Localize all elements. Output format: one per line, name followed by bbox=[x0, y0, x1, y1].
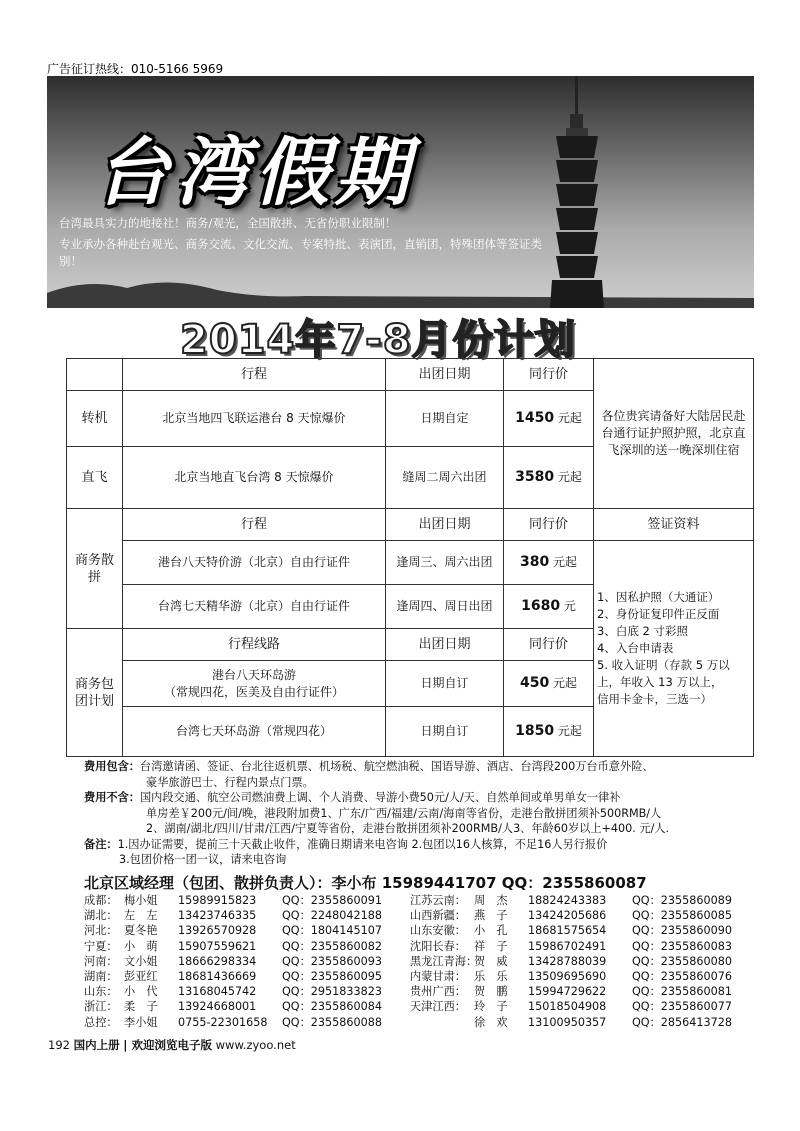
contact-qq: QQ：2355860089 bbox=[632, 894, 732, 907]
transfer-price: 1450 元起 bbox=[504, 391, 594, 447]
footer-url: www.zyoo.net bbox=[215, 1038, 296, 1052]
transfer-route: 北京当地四飞联运港台 8 天惊爆价 bbox=[123, 391, 386, 447]
contact-phone: 18666298334 bbox=[178, 954, 257, 968]
contact-row bbox=[84, 999, 382, 1014]
contact-qq: QQ：2355860090 bbox=[632, 924, 732, 938]
visa-item: 2、身份证复印件正反面 bbox=[597, 607, 720, 621]
contact-name: 贺 鹏 bbox=[474, 985, 508, 999]
group1-route: 港台八天环岛游 （常规四花，医美及自由行证件） bbox=[123, 661, 386, 707]
contact-region: 内蒙甘肃： bbox=[410, 970, 466, 984]
contact-phone: 18681575654 bbox=[528, 924, 607, 938]
contact-qq: QQ：2951833823 bbox=[282, 985, 382, 999]
direct-price: 3580 元起 bbox=[504, 447, 594, 509]
contact-qq: QQ：2248042188 bbox=[282, 909, 382, 923]
contact-region: 湖北： bbox=[84, 909, 118, 923]
contact-row bbox=[84, 908, 382, 923]
biz2-price: 1680 元 bbox=[504, 585, 594, 629]
contact-name: 燕 子 bbox=[474, 909, 508, 923]
contact-qq: QQ：1804145107 bbox=[282, 924, 382, 938]
contact-name: 彭亚红 bbox=[124, 970, 158, 984]
fee-details bbox=[84, 759, 764, 868]
biz1-route: 港台八天特价游（北京）自由行证件 bbox=[123, 541, 386, 585]
biz1-price: 380 元起 bbox=[504, 541, 594, 585]
contact-phone: 13100950357 bbox=[528, 1015, 607, 1029]
taipei-101-icon bbox=[542, 76, 612, 308]
contact-name: 小 孔 bbox=[474, 924, 508, 938]
contact-row bbox=[410, 969, 732, 984]
contact-phone: 18681436669 bbox=[178, 970, 257, 984]
group1-price: 450 元起 bbox=[504, 661, 594, 707]
contact-row bbox=[410, 939, 732, 954]
biz1-date: 逢周三、周六出团 bbox=[386, 541, 504, 585]
group2-route: 台湾七天环岛游（常规四花） bbox=[123, 707, 386, 757]
contact-region: 浙江： bbox=[84, 1000, 118, 1014]
group-header-itinerary: 行程线路 bbox=[123, 629, 386, 661]
contact-region: 宁夏： bbox=[84, 939, 118, 953]
plan-title: 2014年7-8月份计划 bbox=[180, 317, 576, 363]
contact-phone: 13424205686 bbox=[528, 909, 607, 923]
row-label-transfer: 转机 bbox=[67, 391, 123, 447]
contact-phone: 15989915823 bbox=[178, 894, 257, 907]
contact-name: 周 杰 bbox=[474, 894, 508, 907]
header-itinerary: 行程 bbox=[123, 359, 386, 391]
fees-excluded: 国内段交通、航空公司燃油费上调、个人消费、导游小费50元/人/天、自然单间或单男单女一律补 bbox=[139, 791, 621, 804]
fees-included-label: 费用包含： bbox=[84, 760, 140, 773]
contact-qq: QQ：2355860093 bbox=[282, 954, 382, 968]
contact-region: 山西新疆： bbox=[410, 909, 466, 923]
regional-manager: 北京区域经理（包团、散拼负责人）：李小布 15989441707 QQ：2355860087 bbox=[84, 874, 647, 892]
contact-name: 柔 子 bbox=[124, 1000, 158, 1014]
banner-title: 台湾假期 bbox=[95, 130, 415, 216]
contact-row bbox=[410, 923, 732, 938]
banner-services: 专业承办各种赴台观光、商务交流、文化交流、专案特批、表演团，直销团，特殊团体等签证类别！ bbox=[59, 237, 542, 268]
contact-phone: 15907559621 bbox=[178, 939, 257, 953]
visa-requirements bbox=[594, 541, 754, 757]
contact-phone: 15986702491 bbox=[528, 939, 607, 953]
visa-item: 3、白底 2 寸彩照 bbox=[597, 624, 688, 638]
contact-name: 徐 欢 bbox=[474, 1015, 508, 1029]
contact-phone: 15018504908 bbox=[528, 1000, 607, 1014]
group-header-price: 同行价 bbox=[504, 629, 594, 661]
contact-row bbox=[410, 999, 732, 1014]
contact-qq: QQ：2355860095 bbox=[282, 970, 382, 984]
contact-region: 沈阳长春： bbox=[410, 939, 466, 953]
biz-header-price: 同行价 bbox=[504, 509, 594, 541]
contact-region: 贵州广西： bbox=[410, 985, 466, 999]
contact-row bbox=[410, 954, 732, 969]
contact-phone: 13926570928 bbox=[178, 924, 257, 938]
contact-name: 文小姐 bbox=[124, 954, 158, 968]
contact-name: 乐 乐 bbox=[474, 970, 508, 984]
transfer-date: 日期自定 bbox=[386, 391, 504, 447]
contact-name: 玲 子 bbox=[474, 1000, 508, 1014]
fees-excluded-cont2: 2、湖南/湖北/四川/甘肃/江西/宁夏等省份，走港台散拼团须补200RMB/人3、年龄60岁以上+400. 元/人. bbox=[146, 822, 670, 835]
contact-name: 小 代 bbox=[124, 985, 158, 999]
contact-row bbox=[84, 923, 382, 938]
contact-region: 山东安徽： bbox=[410, 924, 466, 938]
row-label-group: 商务包团计划 bbox=[67, 629, 123, 757]
contact-region: 江苏云南： bbox=[410, 894, 466, 907]
contact-row bbox=[84, 893, 382, 908]
biz-header-date: 出团日期 bbox=[386, 509, 504, 541]
contact-row bbox=[410, 984, 732, 999]
contact-row bbox=[410, 893, 732, 908]
contact-name: 小 萌 bbox=[124, 939, 158, 953]
contact-qq: QQ：2355860088 bbox=[282, 1015, 382, 1029]
contact-name: 李小姐 bbox=[124, 1015, 158, 1029]
contact-row bbox=[84, 1015, 382, 1030]
contact-row bbox=[410, 1015, 732, 1030]
fees-included: 台湾邀请函、签证、台北往返机票、机场税、航空燃油税、国语导游、酒店、台湾段200万台币意外险、 bbox=[139, 760, 654, 773]
contact-qq: QQ：2355860076 bbox=[632, 970, 732, 984]
contact-row bbox=[410, 908, 732, 923]
contact-region: 黑龙江青海： bbox=[410, 954, 478, 968]
contact-region bbox=[410, 1015, 474, 1030]
section-name: 国内上册 bbox=[73, 1038, 120, 1052]
contact-region: 天津江西： bbox=[410, 1000, 466, 1014]
contact-qq: QQ：2355860082 bbox=[282, 939, 382, 953]
banner bbox=[47, 76, 754, 308]
row-label-business: 商务散拼 bbox=[67, 509, 123, 629]
contact-phone: 18824243383 bbox=[528, 894, 607, 907]
contact-region: 成都： bbox=[84, 894, 118, 907]
contact-row bbox=[84, 984, 382, 999]
fees-excluded-cont: 单房差￥200元/间/晚，港段附加费1、广东/广西/福建/云南/海南等省份，走港台散拼团须补500RMB/人 bbox=[146, 806, 662, 820]
contact-name: 梅小姐 bbox=[124, 894, 158, 907]
contact-qq: QQ：2355860084 bbox=[282, 1000, 382, 1014]
contact-phone: 0755-22301658 bbox=[178, 1015, 268, 1029]
header-date: 出团日期 bbox=[386, 359, 504, 391]
notice-cell: 各位贵宾请备好大陆居民赴台通行证护照护照，北京直飞深圳的送一晚深圳住宿 bbox=[594, 359, 754, 509]
contact-region: 湖南： bbox=[84, 970, 118, 984]
contact-row bbox=[84, 939, 382, 954]
contact-region: 河北： bbox=[84, 924, 118, 938]
contact-phone: 13423746335 bbox=[178, 909, 257, 923]
remark-label: 备注： bbox=[84, 837, 118, 851]
banner-tagline: 台湾最具实力的地接社！商务/观光，全国散拼、无省份职业限制！ bbox=[59, 216, 397, 230]
biz-header-itinerary: 行程 bbox=[123, 509, 386, 541]
contact-row bbox=[84, 969, 382, 984]
contact-qq: QQ：2355860091 bbox=[282, 894, 382, 907]
contact-qq: QQ：2355860083 bbox=[632, 939, 732, 953]
fees-excluded-label: 费用不含： bbox=[84, 791, 140, 804]
contact-name: 祥 子 bbox=[474, 939, 508, 953]
contact-name: 贺 威 bbox=[474, 954, 508, 968]
contact-region: 总控： bbox=[84, 1015, 118, 1029]
contacts-right bbox=[410, 893, 732, 1030]
visa-item: 信用卡金卡，三选一） bbox=[597, 692, 712, 706]
direct-route: 北京当地直飞台湾 8 天惊爆价 bbox=[123, 447, 386, 509]
visa-item: 4、入台申请表 bbox=[597, 641, 674, 655]
contact-qq: QQ：2856413728 bbox=[632, 1015, 732, 1029]
page-footer: 192 国内上册 | 欢迎浏览电子版 www.zyoo.net bbox=[48, 1038, 296, 1052]
contact-qq: QQ：2355860077 bbox=[632, 1000, 732, 1014]
fees-included-cont: 豪华旅游巴士、行程内景点门票。 bbox=[146, 775, 314, 789]
contacts-left bbox=[84, 893, 382, 1030]
contact-phone: 13428788039 bbox=[528, 954, 607, 968]
contact-name: 左 左 bbox=[124, 909, 158, 923]
biz2-route: 台湾七天精华游（北京）自由行证件 bbox=[123, 585, 386, 629]
contact-row bbox=[84, 954, 382, 969]
contact-qq: QQ：2355860080 bbox=[632, 954, 732, 968]
contact-qq: QQ：2355860081 bbox=[632, 985, 732, 999]
group1-date: 日期自订 bbox=[386, 661, 504, 707]
contact-phone: 13924668001 bbox=[178, 1000, 257, 1014]
remark-text-cont: 3.包团价格一团一议，请来电咨询 bbox=[119, 853, 287, 866]
visa-item: 1、因私护照（大通证） bbox=[597, 590, 720, 604]
page-number: 192 bbox=[48, 1038, 70, 1052]
contact-name: 夏冬艳 bbox=[124, 924, 158, 938]
header-price: 同行价 bbox=[504, 359, 594, 391]
direct-date: 缝周二周六出团 bbox=[386, 447, 504, 509]
group-header-date: 出团日期 bbox=[386, 629, 504, 661]
visa-header: 签证资料 bbox=[594, 509, 754, 541]
contact-phone: 13509695690 bbox=[528, 970, 607, 984]
visa-item: 5. 收入证明（存款 5 万以上，年收入 13 万以上， bbox=[597, 658, 730, 689]
ad-hotline: 广告征订热线：010-5166 5969 bbox=[47, 62, 224, 76]
group2-price: 1850 元起 bbox=[504, 707, 594, 757]
remark-text: 1.因办证需要，提前三十天截止收件，准确日期请来电咨询 2.包团以16人核算，不足16人另行报价 bbox=[117, 837, 608, 851]
contact-region: 山东： bbox=[84, 985, 118, 999]
group2-date: 日期自订 bbox=[386, 707, 504, 757]
footer-slogan: 欢迎浏览电子版 bbox=[131, 1038, 212, 1052]
contact-phone: 13168045742 bbox=[178, 985, 257, 999]
contact-qq: QQ：2355860085 bbox=[632, 909, 732, 923]
contact-phone: 15994729622 bbox=[528, 985, 607, 999]
row-label-direct: 直飞 bbox=[67, 447, 123, 509]
contact-region: 河南： bbox=[84, 954, 118, 968]
biz2-date: 逢周四、周日出团 bbox=[386, 585, 504, 629]
itinerary-table bbox=[66, 358, 754, 757]
